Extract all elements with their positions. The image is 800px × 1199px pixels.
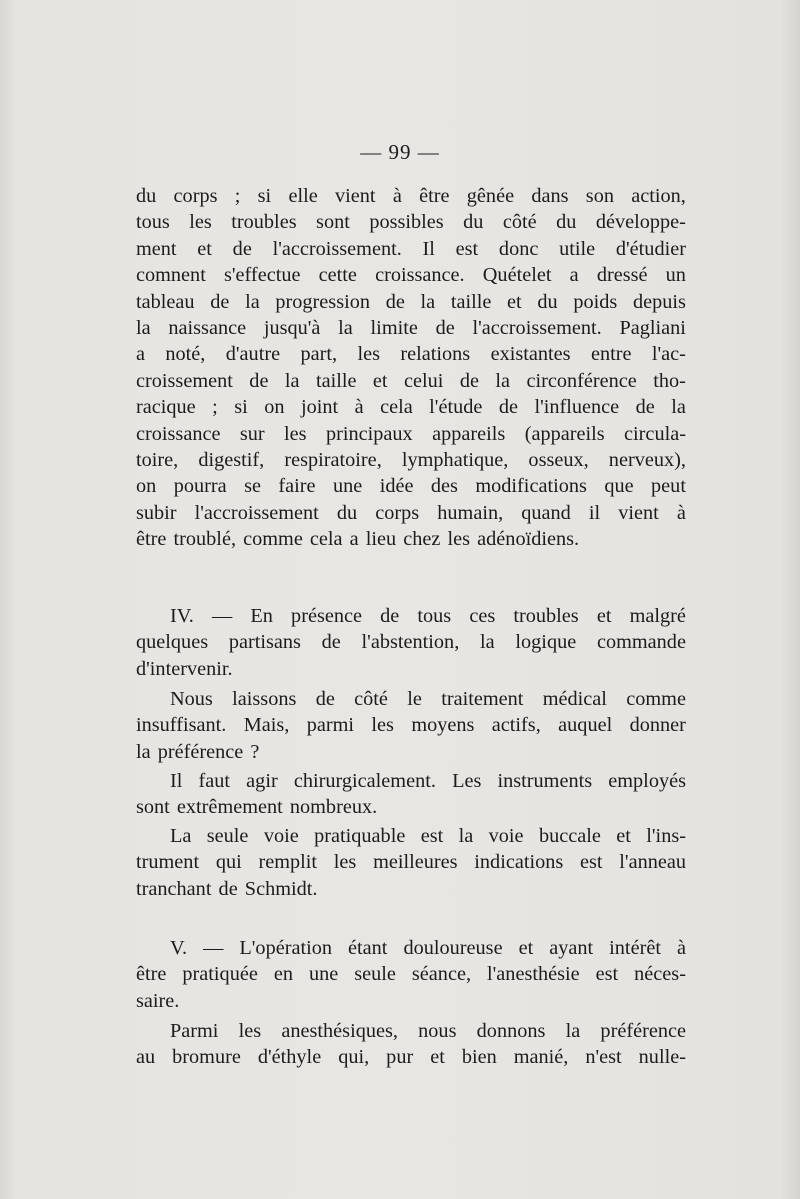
paragraph-1 — [136, 183, 686, 552]
text-line: croissement de la taille et celui de la circonférence tho- — [136, 369, 686, 392]
text-line: V. — L'opération étant douloureuse et ayant intérêt à — [170, 937, 686, 959]
text-line: IV. — En présence de tous ces troubles et malgré — [170, 605, 686, 627]
text-line: croissance sur les principaux appareils (appareils circula- — [136, 422, 686, 445]
text-line: la préférence ? — [136, 740, 260, 763]
text-line: Nous laissons de côté le traitement médical comme — [170, 688, 686, 710]
text-line: du corps ; si elle vient à être gênée dans son action, — [136, 185, 686, 207]
paragraph-3 — [136, 686, 686, 765]
page-number: — 99 — — [360, 140, 440, 164]
text-line: d'intervenir. — [136, 657, 233, 680]
paragraph-7 — [136, 1018, 686, 1071]
text-line: tableau de la progression de la taille et du poids depuis — [136, 290, 686, 313]
text-line: toire, digestif, respiratoire, lymphatique, osseux, nerveux), — [136, 448, 686, 471]
text-line: Il faut agir chirurgicalement. Les instruments employés — [170, 770, 686, 792]
paragraph-section-iv — [136, 603, 686, 682]
paragraph-5 — [136, 823, 686, 902]
text-line: être troublé, comme cela a lieu chez les adénoïdiens. — [136, 528, 580, 551]
text-line: saire. — [136, 989, 180, 1012]
text-line: subir l'accroissement du corps humain, quand il vient à — [136, 501, 686, 524]
text-line: racique ; si on joint à cela l'étude de l'influence de la — [136, 396, 686, 419]
text-line: on pourra se faire une idée des modifications que peut — [136, 475, 686, 498]
text-line: trument qui remplit les meilleures indications est l'anneau — [136, 851, 686, 874]
paragraph-4 — [136, 768, 686, 821]
text-line: sont extrêmement nombreux. — [136, 796, 378, 819]
text-line: tous les troubles sont possibles du côté du développe- — [136, 211, 686, 234]
paragraph-section-v — [136, 935, 686, 1014]
text-line: la naissance jusqu'à la limite de l'accroissement. Pagliani — [136, 316, 686, 339]
text-line: insuffisant. Mais, parmi les moyens actifs, auquel donner — [136, 714, 686, 737]
text-line: tranchant de Schmidt. — [136, 877, 318, 900]
text-line: a noté, d'autre part, les relations existantes entre l'ac- — [136, 343, 686, 366]
text-line: au bromure d'éthyle qui, pur et bien manié, n'est nulle- — [136, 1046, 686, 1069]
text-line: comnent s'effectue cette croissance. Quételet a dressé un — [136, 264, 686, 287]
text-line: ment et de l'accroissement. Il est donc utile d'étudier — [136, 237, 686, 260]
text-line: être pratiquée en une seule séance, l'anesthésie est néces- — [136, 963, 686, 986]
text-line: quelques partisans de l'abstention, la logique commande — [136, 631, 686, 654]
text-line: Parmi les anesthésiques, nous donnons la préférence — [170, 1020, 686, 1042]
text-line: La seule voie pratiquable est la voie buccale et l'ins- — [170, 825, 686, 847]
